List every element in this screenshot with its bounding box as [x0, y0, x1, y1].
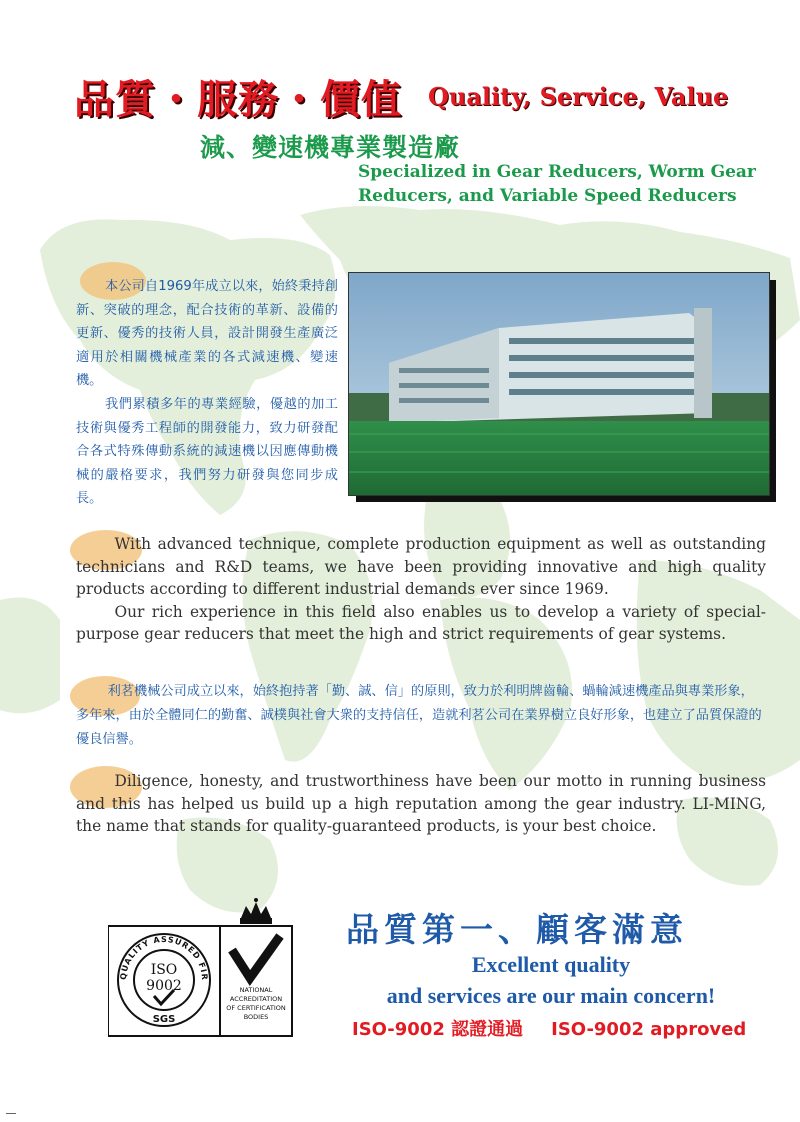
- subtitle-english: Specialized in Gear Reducers, Worm Gear Reducers, and Variable Speed Reducers: [358, 162, 756, 206]
- page-title-english: Quality, Service, Value: [428, 82, 729, 111]
- page-title-chinese: 品質・服務・價值: [74, 77, 402, 123]
- iso-label: ISO: [150, 962, 178, 978]
- nacb-line-4: BODIES: [243, 1013, 269, 1021]
- seal-ring-text: QUALITY ASSURED FIR: [118, 934, 210, 982]
- iso-sgs-nacb-logo: [108, 898, 298, 1038]
- intro-chinese-paragraph-2: 我們累積多年的專業經驗，優越的加工技術與優秀工程師的開發能力，致力研發配合各式特殊傳動系統的減速機以因應傳動機械的嚴格要求，我們努力研發與您同步成長。: [76, 396, 338, 507]
- slogan-english-line-1: Excellent quality: [471, 952, 631, 977]
- subtitle-chinese: 減、變速機專業製造廠: [200, 133, 461, 162]
- iso-approval-line: [352, 1015, 746, 1041]
- intro-chinese: [76, 275, 338, 511]
- crown-icon: [240, 898, 272, 924]
- motto-english-paragraph: Diligence, honesty, and trustworthiness have been our motto in running business and this has helped us build up a high reputation among the gear industry. LI-MING, the name that stands for quality-guaranteed products, is your best choice.: [76, 772, 766, 835]
- motto-chinese: [76, 680, 766, 752]
- nacb-line-1: NATIONAL: [239, 986, 273, 994]
- slogan-english-line-2: and services are our main concern!: [386, 983, 716, 1008]
- intro-english-paragraph-1: With advanced technique, complete production equipment as well as outstanding technicians and R&D teams, we have been providing innovative and high quality products according to different industrial demands ever since 1969.: [76, 535, 766, 598]
- nacb-line-2: ACCREDITATION: [229, 995, 283, 1003]
- iso-approval-english: ISO-9002 approved: [551, 1019, 747, 1040]
- slogan-chinese: 品質第一、顧客滿意: [346, 910, 688, 949]
- iso-approval-chinese: ISO-9002 認證通過: [352, 1019, 524, 1040]
- motto-english: [76, 770, 766, 838]
- iso-number: 9002: [146, 978, 182, 994]
- intro-english-paragraph-2: Our rich experience in this field also enables us to develop a variety of special-purpose gear reducers that meet the high and strict requirements of gear systems.: [76, 602, 766, 643]
- intro-english: [76, 533, 766, 646]
- motto-chinese-paragraph: 利茗機械公司成立以來，始終抱持著「勤、誠、信」的原則，致力於利明牌齒輪、蝸輪減速機產品與專業形象，多年來，由於全體同仁的勤奮、誠樸與社會大衆的支持信任，造就利茗公司在業界樹立良好形象，也建立了品質保證的優良信譽。: [76, 684, 762, 747]
- factory-photo: [348, 272, 770, 496]
- intro-chinese-paragraph-1: 本公司自1969年成立以來，始終秉持創新、突破的理念，配合技術的革新、設備的更新、優秀的技術人員，設計開發生產廣泛適用於相關機械產業的各式減速機、變速機。: [76, 279, 338, 389]
- nacb-line-3: OF CERTIFICATION: [226, 1004, 286, 1012]
- page-footer-mark: [6, 1113, 16, 1114]
- factory-building-image: [349, 273, 769, 495]
- certification-logos: [108, 898, 298, 1038]
- sgs-label: SGS: [152, 1014, 176, 1025]
